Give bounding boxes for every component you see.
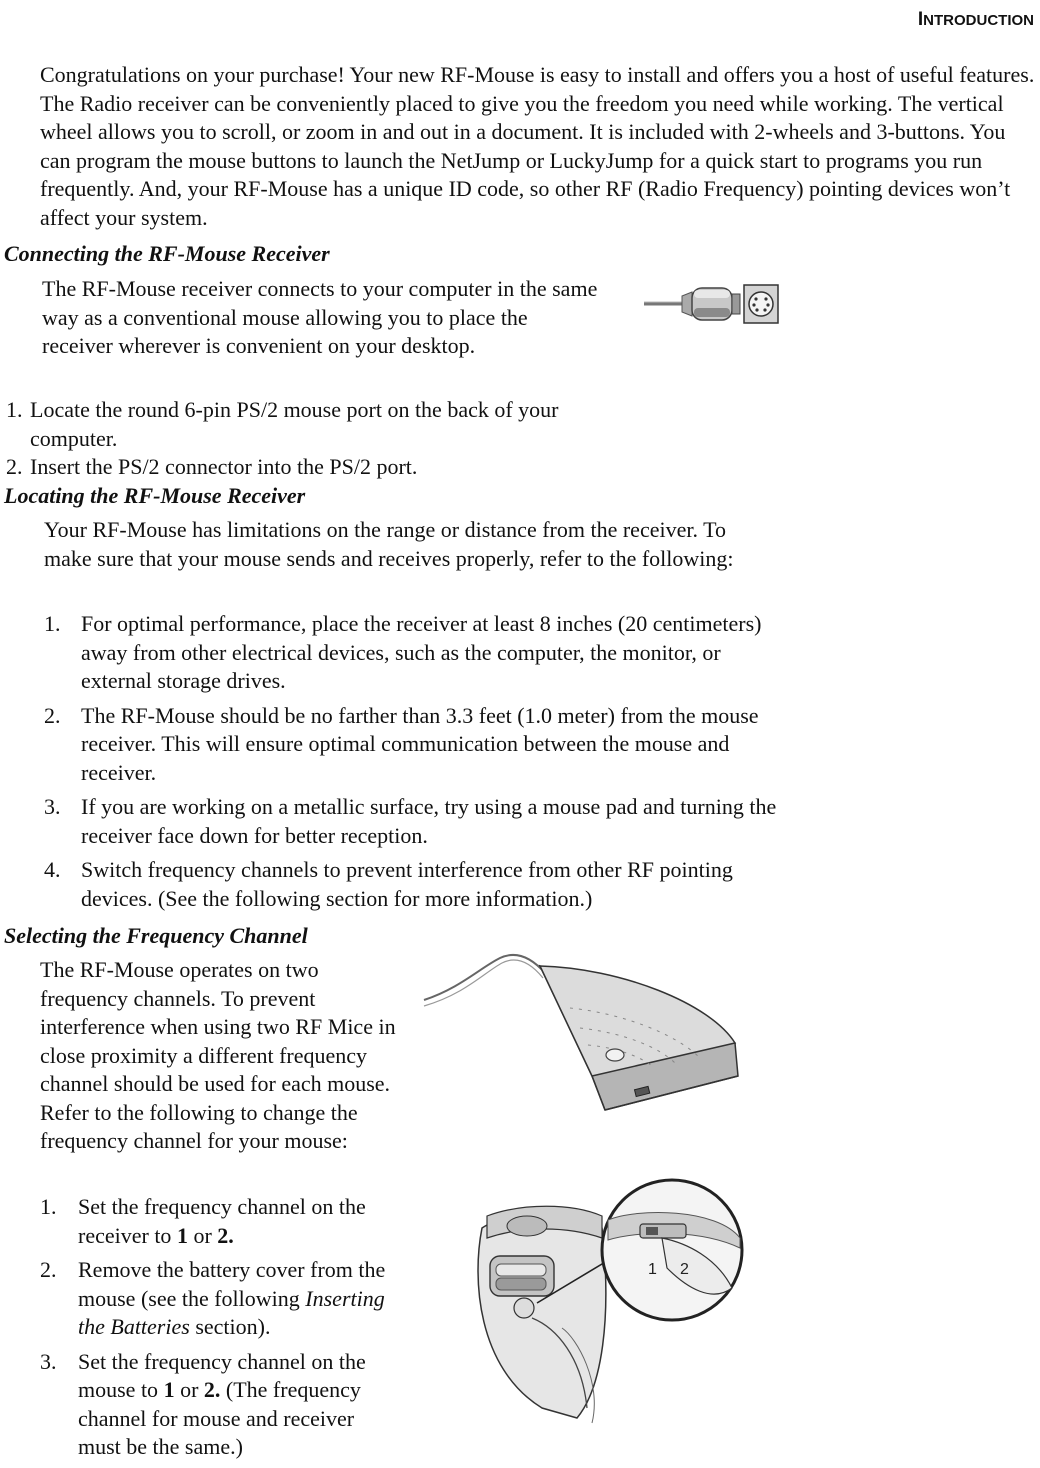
item-text: If you are working on a metallic surface, try using a mouse pad and turning the receiver face down for better reception. [81, 794, 777, 848]
step-number: 2. [40, 1257, 57, 1282]
connecting-body: The RF-Mouse receiver connects to your computer in the same way as a conventional mouse allowing you to place the receiver wherever is convenient on your desktop. [42, 276, 598, 358]
switch-label-1: 1 [648, 1261, 657, 1278]
item-number: 2. [44, 702, 61, 728]
receiver-illustration [420, 948, 770, 1118]
intro-paragraph: Congratulations on your purchase! Your new RF-Mouse is easy to install and offers you a host of useful features. The Radio receiver can be conveniently placed to give you the freedom you need while working. The vertical wheel allows you to scroll, or zoom in and out in a document. It is included with 2-wheels and 3-buttons. You can program the mouse buttons to launch the NetJump or LuckyJump for a quick start to programs you run frequently. And, your RF-Mouse has a unique ID code, so other RF (Radio Frequency) pointing devices won’t affect your system. [40, 62, 1035, 230]
step-text-mid: or [174, 1377, 204, 1402]
step-text: Remove the battery cover from the mouse (see the following [78, 1257, 386, 1311]
switch-label-2: 2 [680, 1261, 689, 1278]
running-header [918, 8, 1034, 33]
item-number: 3. [44, 794, 61, 819]
step-number: 2. [6, 454, 23, 479]
locating-body: Your RF-Mouse has limitations on the range or distance from the receiver. To make sure that your mouse sends and receives properly, refer to the following: [44, 517, 734, 571]
item-text: For optimal performance, place the receiver at least 8 inches (20 centimeters) away from other electrical devices, such as the computer, the monitor, or external storage drives. [81, 611, 762, 693]
item-text: The RF-Mouse should be no farther than 3.3 feet (1.0 meter) from the mouse receiver. This will ensure optimal communication between the mouse and receiver. [81, 702, 759, 785]
step-text-mid: or [187, 1222, 218, 1248]
header-rest: NTRODUCTION [923, 12, 1034, 29]
locating-list [44, 610, 784, 919]
step-text: Set the frequency channel on the receiver to [78, 1194, 366, 1248]
heading-frequency: Selecting the Frequency Channel [4, 923, 308, 948]
list-item [44, 610, 784, 696]
step-text-end: section). [189, 1314, 271, 1339]
list-item [40, 1256, 400, 1342]
frequency-body: The RF-Mouse operates on two frequency channels. To prevent interference when using two RF Mice in close proximity a different frequency channel should be used for each mouse. Refer to the following to change the frequency channel for your mouse: [40, 957, 396, 1153]
step-number: 1. [6, 397, 23, 422]
section-reference: Inserting the Batteries [78, 1285, 385, 1339]
list-item [6, 453, 606, 482]
list-item [44, 856, 784, 913]
ps2-connector-illustration [642, 282, 782, 326]
list-item [6, 396, 606, 453]
step-text: Insert the PS/2 connector into the PS/2 port. [30, 454, 418, 479]
list-item [40, 1193, 400, 1250]
channel-two: 2. [217, 1222, 234, 1248]
header-initial: I [917, 9, 924, 30]
step-text: Set the frequency channel on the mouse to [78, 1348, 366, 1402]
list-item [44, 793, 784, 850]
frequency-steps [40, 1193, 400, 1468]
step-text-end: (The frequency channel for mouse and receiver must be the same.) [78, 1377, 361, 1459]
heading-locating: Locating the RF-Mouse Receiver [4, 483, 306, 508]
step-text: Locate the round 6-pin PS/2 mouse port on the back of your computer. [30, 397, 559, 451]
channel-two: 2. [203, 1377, 221, 1402]
heading-connecting: Connecting the RF-Mouse Receiver [4, 241, 330, 266]
item-number: 1. [44, 611, 61, 636]
item-text: Switch frequency channels to prevent interference from other RF pointing devices. (See the following section for more information.) [81, 857, 733, 911]
list-item [40, 1348, 400, 1462]
connecting-steps [6, 396, 606, 482]
step-number: 3. [40, 1348, 57, 1374]
list-item [44, 702, 784, 788]
channel-one: 1 [163, 1377, 175, 1402]
step-number: 1. [40, 1194, 57, 1219]
channel-one: 1 [176, 1222, 188, 1248]
mouse-channel-switch-illustration [462, 1168, 762, 1430]
item-number: 4. [44, 857, 61, 882]
